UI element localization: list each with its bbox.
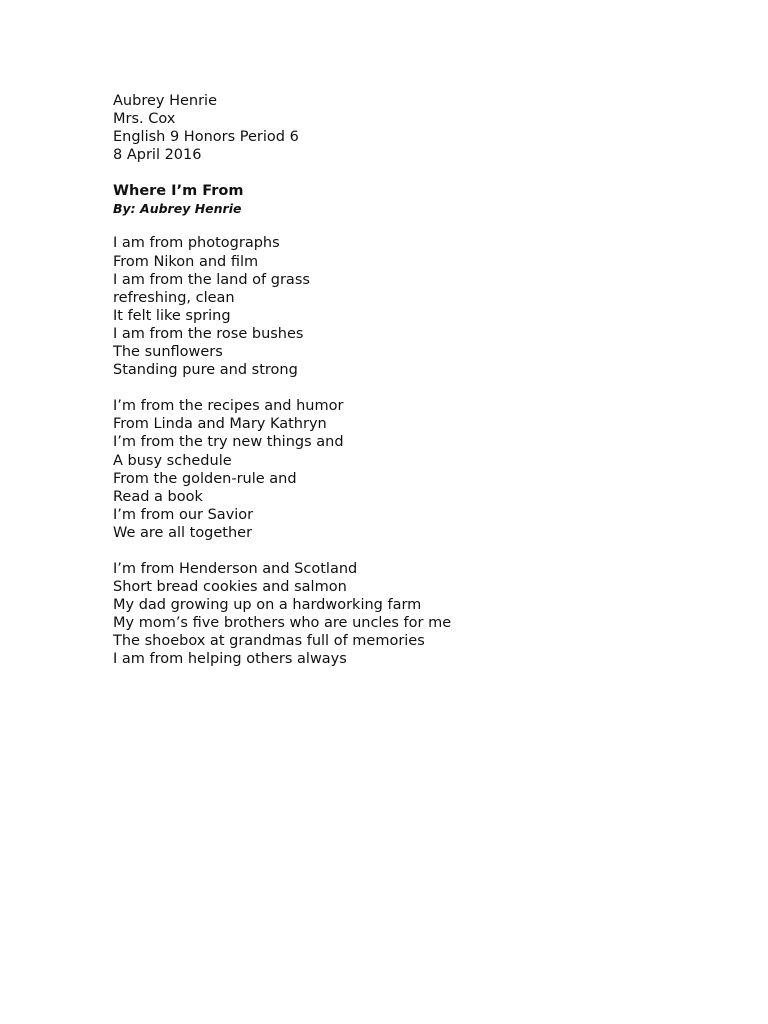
poem-line: The shoebox at grandmas full of memories	[113, 633, 425, 650]
poem-line: I am from the land of grass	[113, 271, 310, 288]
poem-line: My mom’s five brothers who are uncles for me	[113, 615, 452, 632]
poem-line: Read a book	[113, 488, 203, 505]
poem-line: A busy schedule	[113, 452, 232, 469]
poem-byline: By: Aubrey Henrie	[113, 201, 242, 217]
poem-line: Short bread cookies and salmon	[113, 579, 347, 596]
poem-line: The sunflowers	[113, 344, 223, 361]
poem-line: Standing pure and strong	[113, 362, 298, 379]
document-header	[113, 92, 713, 164]
student-name: Aubrey Henrie	[113, 93, 217, 109]
poem-line: From Linda and Mary Kathryn	[113, 416, 327, 433]
poem-line: From the golden-rule and	[113, 470, 297, 487]
poem-line: I’m from our Savior	[113, 506, 254, 523]
teacher-name: Mrs. Cox	[113, 111, 176, 128]
poem-stanza-2	[113, 397, 713, 542]
course-name: English 9 Honors Period 6	[113, 129, 299, 146]
poem-line: I’m from Henderson and Scotland	[113, 560, 358, 577]
poem-line: I am from photographs	[113, 235, 280, 252]
document-date: 8 April 2016	[113, 147, 202, 164]
poem-line: I’m from the try new things and	[113, 434, 344, 451]
poem-line: refreshing, clean	[113, 289, 235, 306]
poem-title: Where I’m From	[113, 183, 244, 200]
poem-stanza-3	[113, 560, 713, 669]
poem-line: It felt like spring	[113, 307, 231, 324]
poem-line: My dad growing up on a hardworking farm	[113, 597, 422, 614]
poem-line: From Nikon and film	[113, 253, 259, 270]
poem-line: We are all together	[113, 524, 253, 541]
poem-stanza-1	[113, 234, 713, 379]
poem-line: I am from the rose bushes	[113, 325, 304, 342]
poem-heading	[113, 182, 713, 217]
document-page	[113, 92, 713, 669]
poem-line: I am from helping others always	[113, 651, 347, 668]
poem-line: I’m from the recipes and humor	[113, 398, 344, 415]
